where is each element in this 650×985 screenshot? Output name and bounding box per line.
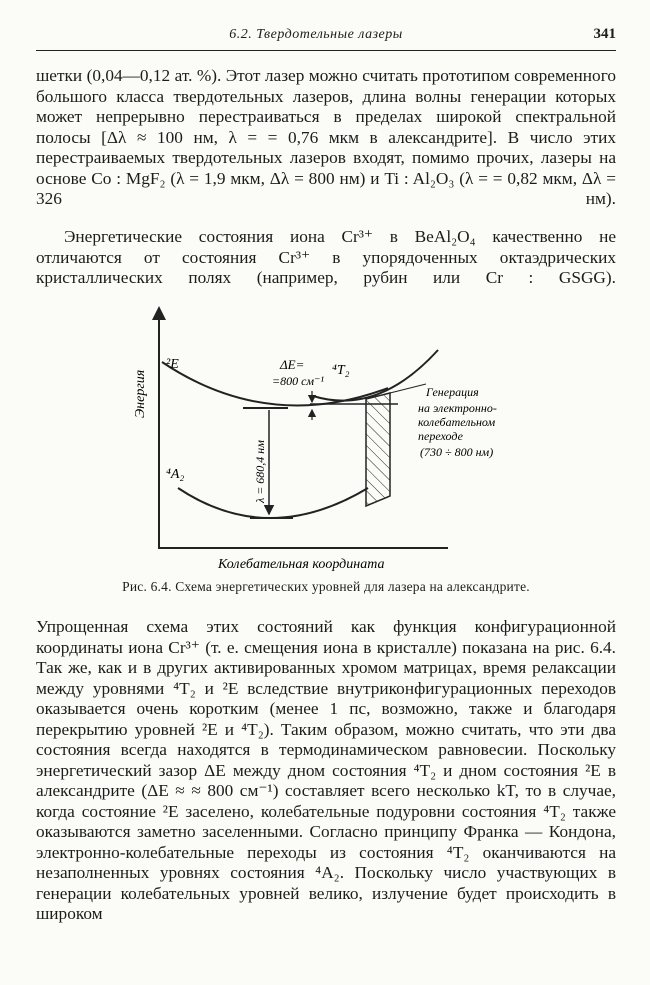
label-2E: ²E (166, 357, 179, 372)
curve-4A2 (178, 488, 368, 518)
paragraph-2: Энергетические состояния иона Cr³⁺ в BeAl₂O₄ качественно не отличаются от состояния Cr³⁺ в упорядоченных октаэдрических кристаллических полях (например, рубин или Cr : GSGG). (36, 227, 616, 287)
lambda-label: λ = 680,4 нм (253, 440, 267, 503)
figure-caption: Рис. 6.4. Схема энергетических уровней для лазера на александрите. (122, 579, 530, 594)
y-axis-label: Энергия (133, 369, 148, 418)
paragraph-1: шетки (0,04—0,12 ат. %). Этот лазер можно считать прототипом современного большого класса твердотельных лазеров, длина волны генерации которых может непрерывно перестраиваться в пределах широкой спектральной полосы [Δλ ≈ 100 нм, λ = = 0,76 мкм в александрите]. В число этих перестраиваемых твердотельных лазеров входят, помимо прочих, лазеры на основе Co : MgF₂ (λ = 1,9 мкм, Δλ = 800 нм) и Ti : Al₂O₃ (λ = = 0,82 мкм, Δλ = 326 нм). (36, 66, 616, 208)
paragraph-3: Упрощенная схема этих состояний как функция конфигурационной координаты иона Cr³⁺ (т. е. смещения иона в кристалле) показана на рис. 6.4. Так же, как и в других активированных хромом матрицах, время релаксации между уровнями ⁴T₂ и ²E вследствие внутриконфигурационных переходов оказывается очень коротким (менее 1 пс, возможно, также и благодаря перекрытию уровней ²E и ⁴T₂). Таким образом, можно считать, что эти два состояния всегда находятся в термодинамическом равновесии. Поскольку энергетический зазор ΔE между дном состояния ⁴T₂ и дном состояния ²E в александрите (ΔE ≈ ≈ 800 см⁻¹) составляет всего несколько kT, то в случае, когда состояние ²E заселено, колебательные подуровни состояния ⁴T₂ также оказываются заметно заселенными. Согласно принципу Франка — Кондона, электронно-колебательные переходы из состояния ⁴T₂ оканчиваются на незаполненных уровнях состояния ⁴A₂. Поскольку число участвующих в генерации колебательных уровней велико, излучение будет происходить в широком (36, 617, 616, 923)
x-axis-label: Колебательная координата (218, 557, 385, 572)
generation-line-2: на электронно- (418, 401, 497, 415)
energy-level-figure (128, 298, 528, 578)
page-number: 341 (593, 26, 616, 42)
generation-band (366, 393, 390, 506)
label-4T2: ⁴T₂ (332, 363, 350, 378)
delta-e-line1: ΔE= (280, 357, 305, 372)
generation-line-3: колебательном (418, 415, 496, 429)
label-4A2: ⁴A₂ (166, 467, 185, 482)
generation-line-1: Генерация (426, 385, 479, 399)
running-head: 6.2. Твердотельные лазеры (229, 27, 403, 42)
generation-line-4: переходе (418, 429, 463, 443)
energy-diagram (128, 298, 528, 578)
page-header (36, 26, 616, 51)
delta-e-line2: =800 см⁻¹ (272, 374, 325, 388)
generation-line-5: (730 ÷ 800 нм) (420, 445, 494, 459)
